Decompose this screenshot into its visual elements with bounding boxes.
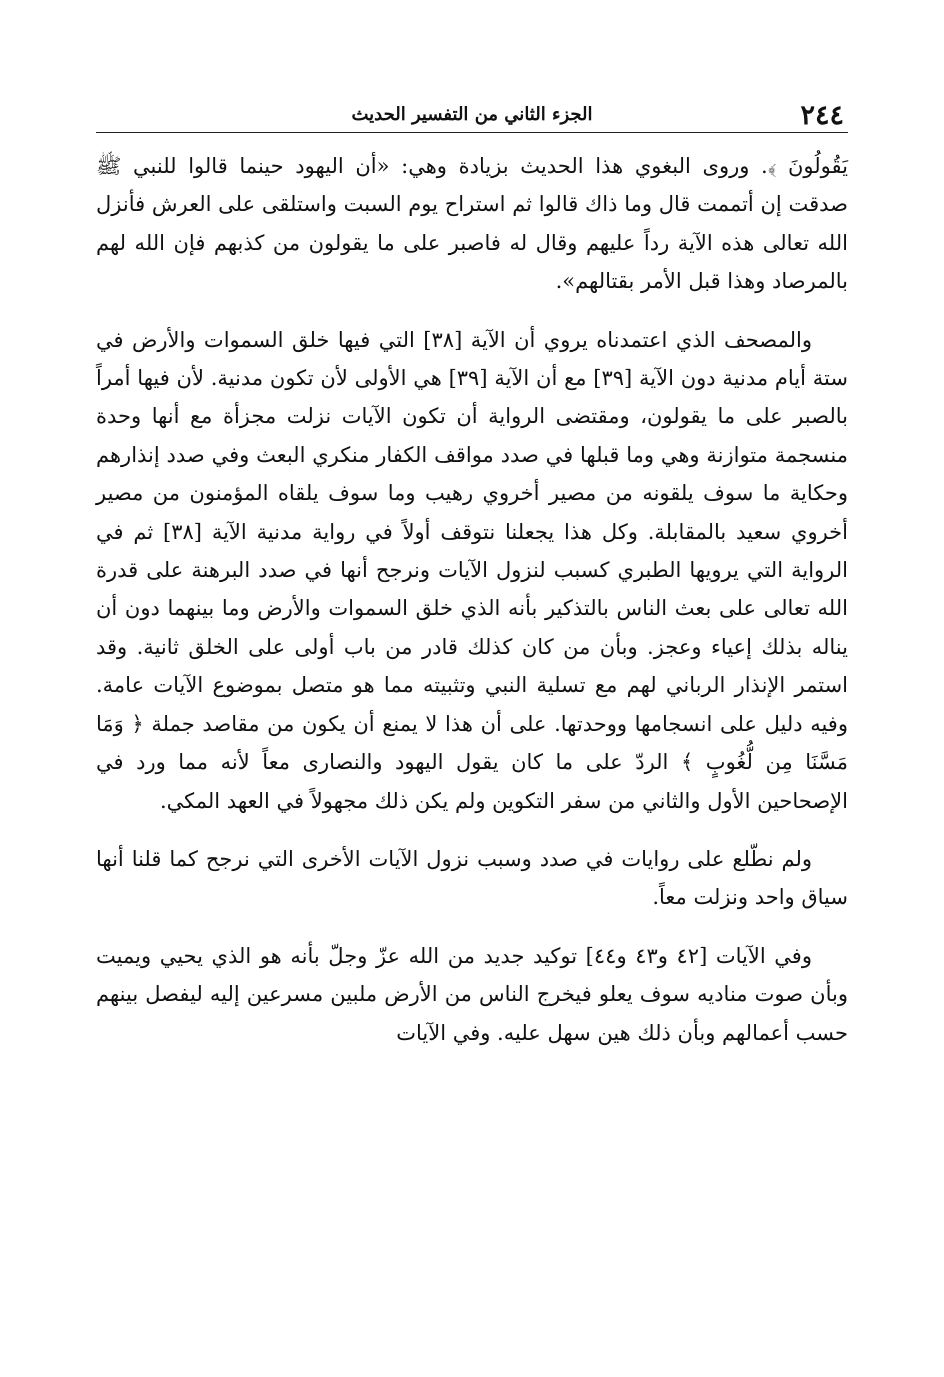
paragraph-mushaf-discussion: والمصحف الذي اعتمدناه يروي أن الآية [٣٨] التي فيها خلق السموات والأرض في ستة أيام مدنية دون الآية [٣٩] مع أن الآية [٣٩] هي الأولى لأن تكون مدنية. لأن فيها أمراً بالصبر على ما يقولون، ومقتضى الرواية أن تكون الآيات نزلت مجزأة مع أنها وحدة منسجمة متوازنة وهي وما قبلها في صدد مواقف الكفار منكري البعث وفي صدد إنذارهم وحكاية ما سوف يلقونه من مصير أخروي رهيب وما سوف يلقاه المؤمنون من مصير أخروي سعيد بالمقابلة. وكل هذا يجعلنا نتوقف أولاً في رواية مدنية الآية [٣٨] ثم في الرواية التي يرويها الطبري كسبب لنزول الآيات ونرجح أنها في صدد البرهنة على قدرة الله تعالى على بعث الناس بالتذكير بأنه الذي خلق السموات والأرض وما بينهما دون أن يناله بذلك إعياء وعجز. وبأن من كان كذلك قادر من باب أولى على الخلق ثانية. وقد استمر الإنذار الرباني لهم مع تسلية النبي وتثبيته مما هو متصل بموضوع الآيات عامة. وفيه دليل على انسجامها ووحدتها. على أن هذا لا يمنع أن يكون من مقاصد جملة ﴿ وَمَا مَسَّنَا مِن لُّغُوبٍ ﴾ الردّ على ما كان يقول اليهود والنصارى معاً لأنه مما ورد في الإصحاحين الأول والثاني من سفر التكوين ولم يكن ذلك مجهولاً في العهد المكي. [96,327,848,813]
paragraph-verses-42-44: وفي الآيات [٤٢ و٤٣ و٤٤] توكيد جديد من الله عزّ وجلّ بأنه هو الذي يحيي ويميت وبأن صوت مناديه سوف يعلو فيخرج الناس من الأرض ملبين مسرعين إليه ليفصل بينهم حسب أعمالهم وبأن ذلك هين سهل عليه. وفي الآيات [96,943,848,1045]
book-page [96,96,848,1052]
running-title: الجزء الثاني من التفسير الحديث [351,104,593,125]
page-header [96,96,848,133]
paragraph-continuation: يَقُولُونَ ﴾. وروى البغوي هذا الحديث بزيادة وهي: «أن اليهود حينما قالوا للنبي ﷺ صدقت إن أتممت قال وما ذاك قالوا ثم استراح يوم السبت واستلقى على العرش فأنزل الله تعالى هذه الآية رداً عليهم وقال له فاصبر على ما يقولون من كذبهم فإن الله لهم بالمرصاد وهذا قبل الأمر بقتالهم». [96,154,848,294]
page-number: ٢٤٤ [800,100,844,131]
paragraph-other-verses: ولم نطّلع على روايات في صدد وسبب نزول الآيات الأخرى التي نرجح كما قلنا أنها سياق واحد ونزلت معاً. [96,846,848,910]
page-body [96,147,848,1052]
